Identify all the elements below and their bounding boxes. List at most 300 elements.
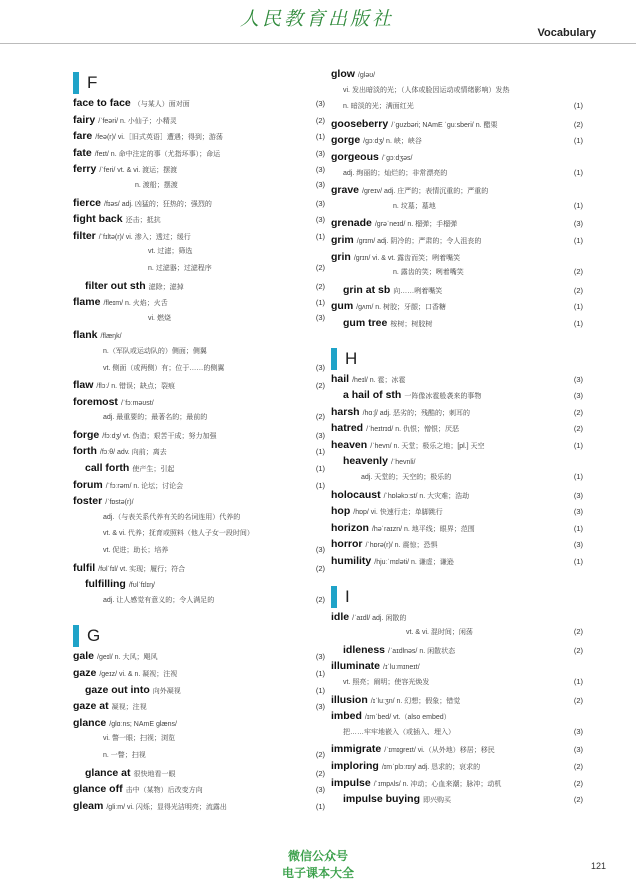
vocab-entry — [331, 727, 583, 744]
right-column — [331, 68, 583, 810]
definition: /ɡreɪv/ adj. 庄严的；表情沉重的；严重的 — [362, 188, 489, 196]
definition: /ɡʌm/ n. 树胶；牙龈；口香糖 — [356, 304, 447, 312]
entry-text — [73, 230, 311, 242]
definition: n. 暗淡的光；满面红光 — [343, 103, 414, 111]
vocab-entry — [331, 68, 583, 85]
entry-text — [85, 767, 311, 779]
unit-number: (1) — [315, 447, 325, 457]
entry-text — [343, 168, 569, 178]
headword: fare — [73, 130, 93, 143]
entry-text — [103, 412, 311, 422]
definition: 一阵像冰雹般袭来的事物 — [404, 393, 482, 401]
headword: horror — [331, 538, 363, 551]
entry-text — [343, 793, 569, 805]
unit-number: (2) — [315, 115, 325, 125]
definition: （与某人）面对面 — [133, 101, 190, 108]
vocab-entry — [331, 439, 583, 456]
entry-text — [331, 538, 569, 550]
unit-number: (1) — [573, 101, 583, 111]
vocab-entry — [331, 627, 583, 644]
entry-text — [343, 85, 569, 95]
entry-text — [331, 710, 569, 722]
entry-text — [331, 217, 569, 229]
definition: /ˈaɪdl/ adj. 闲散的 — [352, 614, 407, 622]
entry-text — [343, 284, 569, 296]
definition: vi. 瞥一眼；扫视；浏览 — [103, 735, 175, 743]
unit-number: (2) — [573, 407, 583, 417]
headword: forth — [73, 445, 97, 458]
vocab-entry — [331, 793, 583, 810]
unit-number: (3) — [315, 165, 325, 175]
entry-text — [331, 743, 569, 755]
entry-text — [73, 213, 311, 225]
headword: filter — [73, 229, 96, 242]
vocab-entry — [331, 489, 583, 506]
vocab-entry — [331, 555, 583, 572]
unit-number: (3) — [573, 374, 583, 384]
vocab-entry — [331, 743, 583, 760]
entry-text — [73, 97, 311, 109]
definition: /ɡrəˈneɪd/ n. 榴弹；手榴弹 — [374, 221, 458, 229]
definition: /ˈɡɔːdʒəs/ — [381, 154, 413, 162]
entry-text — [73, 783, 311, 795]
unit-number: (1) — [573, 472, 583, 482]
headword: fairy — [73, 113, 96, 126]
page-number: 121 — [590, 861, 606, 871]
headword: impulse — [331, 776, 371, 789]
vocab-entry — [73, 750, 325, 767]
unit-number: (1) — [315, 801, 325, 811]
definition: /fʊlˈfɪlɪŋ/ — [128, 582, 155, 590]
vocab-entry — [331, 373, 583, 390]
unit-number: (2) — [315, 594, 325, 604]
definition: vt. 照亮；阐明；使容光焕发 — [343, 679, 430, 686]
definition: vt. 侧面（或两侧）有；位于……的侧翼 — [103, 364, 225, 372]
definition: /hjuːˈmɪləti/ n. 谦虚；谦逊 — [374, 559, 454, 567]
entry-text — [85, 578, 311, 590]
headword: fulfilling — [85, 578, 126, 591]
unit-number: (3) — [573, 540, 583, 550]
unit-number: (3) — [573, 726, 583, 736]
definition: /ˈɪmɪɡreɪt/ vi.（从外地）移居；移民 — [384, 747, 495, 755]
entry-text — [148, 313, 311, 323]
headword: humility — [331, 555, 372, 568]
vocab-entry — [331, 472, 583, 489]
vocab-entry — [73, 329, 325, 346]
vocab-entry — [331, 168, 583, 185]
vocab-entry — [73, 783, 325, 800]
definition: /ɡlɑːns; NAmE ɡlæns/ — [109, 720, 177, 728]
definition: 把……牢牢地嵌入（或插入、埋入） — [343, 728, 455, 736]
headword: flank — [73, 329, 98, 342]
definition: vt. & vi. 代养；抚育或照料（他人子女一段时间） — [103, 530, 254, 538]
entry-text — [73, 329, 311, 341]
vocab-entry — [73, 578, 325, 595]
definition: /fʊlˈfɪl/ vt. 实现；履行；符合 — [98, 565, 186, 573]
entry-text — [73, 479, 311, 491]
headword: impulse buying — [343, 793, 421, 806]
definition: vt. 促进；助长；培养 — [103, 547, 169, 555]
vocab-entry — [73, 130, 325, 147]
unit-number: (3) — [315, 785, 325, 795]
vocab-entry — [73, 495, 325, 512]
entry-text — [103, 733, 311, 743]
publisher-logo: 人民教育出版社 — [240, 8, 395, 30]
headword: fulfil — [73, 561, 96, 574]
definition: /ɡləʊ/ — [357, 72, 376, 79]
definition: /fɔːdʒ/ vt. 伪造；艰苦干成；努力加强 — [102, 432, 217, 440]
unit-number: (1) — [315, 298, 325, 308]
headword: horizon — [331, 521, 369, 534]
headword: gooseberry — [331, 117, 389, 130]
vocab-entry — [73, 512, 325, 529]
unit-number: (1) — [573, 677, 583, 686]
vocab-entry — [73, 114, 325, 131]
entry-text — [103, 363, 311, 373]
definition: /ˈɪmpʌls/ n. 冲动；心血来潮；脉冲；动机 — [373, 780, 502, 788]
definition: 即兴购买 — [423, 797, 452, 805]
definition: /ˈhevn/ n. 天堂；极乐之地；[pl.] 天空 — [370, 442, 485, 450]
headword: gleam — [73, 799, 104, 812]
headword: gaze — [73, 667, 97, 679]
unit-number: (2) — [573, 761, 583, 771]
headword: a hail of sth — [343, 389, 402, 402]
headword: foster — [73, 495, 103, 508]
entry-text — [331, 184, 569, 196]
headword: illusion — [331, 693, 368, 706]
headword: gum — [331, 300, 354, 313]
definition: 使产生；引起 — [132, 466, 175, 474]
section-marker — [73, 625, 79, 647]
entry-text — [331, 505, 569, 517]
vocab-entry — [73, 379, 325, 396]
unit-number: (3) — [315, 99, 325, 108]
unit-number: (2) — [315, 381, 325, 391]
vocab-entry — [73, 363, 325, 380]
entry-text — [343, 677, 569, 687]
unit-number: (3) — [315, 312, 325, 322]
entry-text — [331, 406, 569, 418]
vocab-entry — [73, 230, 325, 247]
vocab-entry — [331, 201, 583, 218]
unit-number: (1) — [315, 480, 325, 490]
definition: adj. 让人感觉有意义的；令人满足的 — [103, 596, 215, 604]
entry-text — [343, 317, 569, 329]
vocab-entry — [331, 317, 583, 334]
entry-text — [73, 130, 311, 142]
vocab-entry — [331, 300, 583, 317]
headword: fierce — [73, 196, 102, 209]
entry-text — [103, 512, 311, 522]
vocab-entry — [73, 147, 325, 164]
definition: 滤除；滤掉 — [148, 283, 184, 291]
headword: gorge — [331, 134, 361, 147]
headword: hatred — [331, 422, 364, 435]
vocab-entry — [331, 101, 583, 118]
entry-text — [331, 489, 569, 501]
vocab-entry — [331, 505, 583, 522]
definition: n. 一瞥；扫视 — [103, 751, 146, 759]
unit-number: (2) — [315, 563, 325, 573]
headword: glance at — [85, 766, 131, 779]
section-marker — [331, 348, 337, 370]
definition: n. 坟墓；墓地 — [393, 202, 436, 210]
definition: 凝视；注视 — [111, 704, 147, 712]
vocab-entry — [73, 462, 325, 479]
entry-text — [331, 522, 569, 534]
vocab-entry — [73, 213, 325, 230]
definition: /ˈaɪdlnəs/ n. 闲散状态 — [388, 647, 456, 655]
unit-number: (1) — [315, 685, 325, 695]
unit-number: (2) — [573, 119, 583, 129]
headword: gaze at — [73, 700, 109, 713]
headword: imploring — [331, 759, 379, 772]
entry-text — [406, 627, 569, 637]
vocab-entry — [331, 677, 583, 694]
headword: glance — [73, 716, 107, 729]
vocab-entry — [73, 280, 325, 297]
headword: glow — [331, 68, 355, 80]
vocab-entry — [331, 538, 583, 555]
vocab-entry — [73, 296, 325, 313]
vocab-entry — [331, 760, 583, 777]
vocab-entry — [331, 284, 583, 301]
definition: vi. 发出暗淡的光；（人体或脸因运动或情绪影响）发热 — [343, 86, 510, 94]
unit-number: (2) — [573, 627, 583, 637]
left-column — [73, 68, 325, 816]
unit-number: (2) — [573, 778, 583, 788]
definition: adj. 天堂的；天空的；极乐的 — [361, 474, 452, 482]
unit-number: (2) — [315, 281, 325, 291]
entry-text — [331, 422, 569, 434]
section-marker — [331, 586, 337, 608]
vocab-entry — [73, 180, 325, 197]
vocab-entry — [331, 660, 583, 677]
definition: /ɡrɪn/ vi. & vt. 露齿而笑；咧着嘴笑 — [353, 254, 461, 262]
headword: harsh — [331, 405, 360, 418]
entry-text — [103, 750, 311, 760]
vocab-entry — [73, 429, 325, 446]
unit-number: (1) — [573, 235, 583, 245]
unit-number: (1) — [315, 669, 325, 678]
entry-text — [73, 296, 311, 308]
vocab-entry — [73, 246, 325, 263]
headword: heaven — [331, 438, 368, 451]
vocab-entry — [331, 644, 583, 661]
headword: forum — [73, 478, 103, 491]
headword: filter out sth — [85, 279, 146, 292]
unit-number: (2) — [573, 695, 583, 705]
unit-number: (1) — [573, 440, 583, 450]
vocab-entry — [331, 134, 583, 151]
section-letter: G — [87, 626, 101, 646]
definition: n. 过滤器；过滤程序 — [148, 264, 212, 272]
vocab-entry — [73, 479, 325, 496]
unit-number: (2) — [315, 262, 325, 272]
entry-text — [73, 717, 311, 729]
vocab-entry — [73, 528, 325, 545]
headword: forge — [73, 428, 100, 441]
definition: /fleɪm/ n. 火焰；火舌 — [103, 300, 168, 308]
unit-number: (3) — [573, 219, 583, 229]
entry-text — [73, 445, 311, 457]
headword: imbed — [331, 710, 362, 723]
unit-number: (1) — [573, 167, 583, 177]
vocab-entry — [331, 118, 583, 135]
definition: /fɪəs/ adj. 凶猛的；狂热的；强烈的 — [104, 200, 212, 208]
headword: hop — [331, 505, 351, 518]
entry-text — [73, 396, 311, 408]
vocab-entry — [331, 710, 583, 727]
vocab-entry — [73, 313, 325, 330]
entry-text — [103, 346, 311, 356]
vocab-entry — [331, 694, 583, 711]
unit-number: (3) — [573, 391, 583, 401]
unit-number: (1) — [573, 557, 583, 567]
section-header: Vocabulary — [537, 27, 596, 39]
entry-text — [103, 528, 311, 538]
unit-number: (2) — [573, 645, 583, 655]
vocab-entry — [331, 777, 583, 794]
unit-number: (1) — [315, 464, 325, 474]
definition: /ɡeɪl/ n. 大风；飓风 — [97, 654, 158, 662]
entry-text — [331, 694, 569, 706]
definition: /feə(r)/ vi.［旧式英语］遭遇；得到；游荡 — [95, 134, 223, 142]
definition: /ˈferi/ vt. & vi. 渡运；摆渡 — [99, 167, 178, 175]
entry-text — [85, 280, 311, 292]
headword: fate — [73, 146, 92, 159]
headword: idle — [331, 610, 350, 623]
section-heading — [73, 72, 325, 94]
definition: /flɔː/ n. 错误；缺点；裂痕 — [96, 383, 175, 391]
entry-text — [343, 389, 569, 401]
unit-number: (2) — [573, 285, 583, 295]
unit-number: (3) — [573, 490, 583, 500]
headword: grin — [331, 250, 351, 263]
unit-number: (2) — [573, 795, 583, 805]
unit-number: (3) — [315, 179, 325, 189]
definition: adj. 绚丽的；灿烂的；非常漂亮的 — [343, 169, 448, 177]
headword: immigrate — [331, 743, 382, 756]
headword: face to face — [73, 97, 131, 109]
definition: /ˈheɪtrɪd/ n. 仇恨；憎恨；厌恶 — [366, 426, 459, 434]
headword: holocaust — [331, 488, 381, 501]
entry-text — [343, 727, 569, 737]
entry-text — [393, 267, 569, 277]
definition: /ˈfɪltə(r)/ vi. 渗入；透过；缓行 — [98, 233, 191, 241]
entry-text — [331, 760, 569, 772]
vocab-entry — [331, 522, 583, 539]
unit-number: (1) — [315, 132, 325, 142]
section-heading — [73, 625, 325, 647]
watermark-line-2: 电子课本大全 — [281, 866, 354, 880]
entry-text — [73, 667, 311, 679]
definition: /ɪˈluːmɪneɪt/ — [383, 664, 420, 672]
definition: /ˈfɔːrəm/ n. 论坛；讨论会 — [105, 482, 184, 490]
headword: flame — [73, 296, 101, 309]
definition: /ɡɔːdʒ/ n. 峡；峡谷 — [363, 138, 422, 146]
vocab-entry — [73, 667, 325, 684]
headword: call forth — [85, 462, 130, 475]
entry-text — [331, 300, 569, 312]
entry-text — [73, 700, 311, 712]
headword: idleness — [343, 643, 386, 656]
vocab-entry — [73, 445, 325, 462]
vocab-entry — [331, 422, 583, 439]
unit-number: (3) — [573, 745, 583, 755]
headword: ferry — [73, 163, 97, 176]
headword: gale — [73, 650, 95, 663]
entry-text — [103, 545, 311, 555]
unit-number: (2) — [573, 424, 583, 434]
vocab-entry — [73, 197, 325, 214]
unit-number: (3) — [315, 198, 325, 208]
headword: grin at sb — [343, 283, 391, 296]
definition: /ɡeɪz/ vi. & n. 凝视；注视 — [99, 671, 178, 678]
vocab-entry — [73, 733, 325, 750]
unit-number: (3) — [315, 545, 325, 555]
entry-text — [331, 660, 569, 672]
unit-number: (2) — [573, 267, 583, 277]
entry-text — [331, 373, 569, 385]
definition: 桉树；树胶树 — [390, 320, 433, 328]
definition: 很快地看一眼 — [133, 770, 176, 778]
headword: hail — [331, 372, 350, 385]
definition: /ˈhɒrə(r)/ n. 震惊；恐惧 — [365, 542, 438, 550]
definition: /ɪˈluːʒn/ n. 幻想；假象；错觉 — [370, 697, 461, 705]
entry-text — [73, 163, 311, 175]
definition: /heɪl/ n. 雹；冰雹 — [352, 376, 406, 384]
definition: /ɪmˈplɔːrɪŋ/ adj. 恳求的；哀求的 — [381, 763, 481, 771]
entry-text — [331, 251, 569, 263]
entry-text — [331, 777, 569, 789]
header-divider — [0, 43, 636, 44]
vocab-entry — [73, 396, 325, 413]
entry-text — [343, 455, 569, 467]
unit-number: (3) — [315, 362, 325, 372]
vocab-entry — [331, 389, 583, 406]
definition: /hɒp/ vi. 快速行走；单脚跳行 — [353, 509, 443, 517]
vocab-entry — [73, 562, 325, 579]
unit-number: (3) — [573, 507, 583, 517]
entry-text — [331, 134, 569, 146]
section-letter: I — [345, 586, 350, 606]
section-letter: F — [87, 73, 98, 92]
section-letter: H — [345, 348, 358, 368]
unit-number: (2) — [315, 749, 325, 759]
headword: heavenly — [343, 455, 388, 468]
definition: 还击；抵抗 — [125, 217, 161, 225]
definition: /ˈɡʊzbəri; NAmE ˈɡuːsberi/ n. 醋栗 — [391, 121, 498, 129]
entry-text — [73, 429, 311, 441]
definition: 向……咧着嘴笑 — [393, 287, 443, 295]
vocab-entry — [331, 251, 583, 268]
vocab-entry — [331, 455, 583, 472]
definition: n. 露齿的笑；咧着嘴笑 — [393, 269, 464, 277]
entry-text — [331, 68, 569, 80]
vocab-entry — [73, 767, 325, 784]
unit-number: (1) — [573, 302, 583, 312]
vocab-entry — [73, 800, 325, 817]
headword: flaw — [73, 379, 94, 392]
entry-text — [343, 644, 569, 656]
entry-text — [73, 562, 311, 574]
entry-text — [85, 684, 311, 696]
definition: 向外凝视 — [152, 687, 181, 695]
definition: /ˈfɒstə(r)/ — [105, 499, 134, 507]
vocab-entry — [331, 184, 583, 201]
vocab-entry — [73, 263, 325, 280]
